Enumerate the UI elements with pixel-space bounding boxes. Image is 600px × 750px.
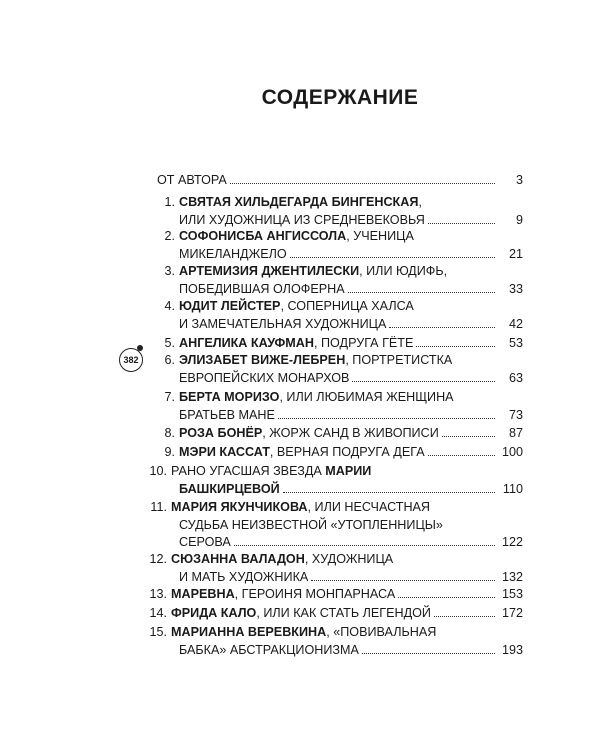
page-title: СОДЕРЖАНИЕ bbox=[261, 86, 419, 109]
toc-entry-artist-name: ФРИДА КАЛО bbox=[171, 606, 257, 620]
toc-entry-subtitle: И МАТЬ ХУДОЖНИКА bbox=[179, 569, 309, 584]
toc-entry-text bbox=[179, 263, 447, 279]
toc-entry-text bbox=[179, 569, 308, 585]
toc-entry-number: 2. bbox=[164, 229, 175, 243]
toc-page-number: 153 bbox=[501, 587, 523, 601]
toc-entry-text bbox=[179, 298, 414, 314]
toc-entry-subtitle: , СОПЕРНИЦА ХАЛСА bbox=[280, 299, 414, 313]
toc-entry-text bbox=[179, 444, 425, 460]
toc-entry-number: 5. bbox=[164, 336, 175, 350]
dot-leader bbox=[442, 435, 495, 437]
toc-entry-number: 11. bbox=[150, 500, 167, 514]
page-number-badge: 382 bbox=[119, 348, 143, 372]
toc-entry-artist-name: МАРИЯ ЯКУНЧИКОВА bbox=[171, 500, 308, 514]
toc-page-number: 21 bbox=[508, 246, 523, 261]
toc-entry-subtitle: , ИЛИ КАК СТАТЬ ЛЕГЕНДОЙ bbox=[256, 606, 431, 620]
dot-leader bbox=[230, 182, 495, 184]
toc-entry-number: 15. bbox=[149, 625, 167, 639]
toc-entry-text bbox=[179, 642, 359, 658]
toc-entry-subtitle: , УЧЕНИЦА bbox=[346, 229, 414, 243]
toc-page-number: 132 bbox=[501, 569, 523, 584]
dot-leader bbox=[398, 596, 495, 598]
toc-entry-number: 3. bbox=[164, 264, 175, 278]
toc-entry-subtitle: , ПОДРУГА ГЁТЕ bbox=[313, 336, 414, 350]
toc-entry-subtitle: , ИЛИ НЕСЧАСТНАЯ bbox=[307, 500, 431, 514]
toc-page-number: 42 bbox=[508, 316, 523, 331]
toc-entry-subtitle: ОТ АВТОРА bbox=[157, 173, 227, 187]
toc-entry-text bbox=[171, 551, 393, 567]
toc-entry-artist-name: МАРЕВНА bbox=[171, 587, 235, 601]
toc-entry-artist-name: МАРИИ bbox=[325, 464, 372, 478]
toc-entry-artist-name: СЮЗАННА ВАЛАДОН bbox=[171, 552, 305, 566]
toc-page-number: 193 bbox=[501, 642, 523, 657]
dot-leader bbox=[428, 222, 495, 224]
toc-entry-artist-name: РОЗА БОНЁР bbox=[179, 426, 263, 440]
toc-entry-subtitle: ПОБЕДИВШАЯ ОЛОФЕРНА bbox=[179, 281, 345, 296]
dot-leader bbox=[416, 345, 495, 347]
toc-entry-artist-name: СОФОНИСБА АНГИССОЛА bbox=[179, 229, 347, 243]
toc-entry-number: 1. bbox=[164, 195, 175, 209]
toc-page-number: 172 bbox=[501, 606, 523, 620]
toc-entry-number: 12. bbox=[149, 552, 167, 566]
toc-entry-text bbox=[171, 586, 395, 602]
toc-entry-text bbox=[179, 370, 349, 386]
dot-leader bbox=[283, 491, 495, 493]
toc-entry-number: 7. bbox=[164, 390, 175, 404]
toc-entry-text bbox=[179, 281, 345, 297]
toc-entry-subtitle: СЕРОВА bbox=[179, 535, 231, 549]
toc-entry-subtitle: РАНО УГАСШАЯ ЗВЕЗДА bbox=[171, 464, 326, 478]
dot-leader bbox=[389, 326, 495, 328]
toc-entry-artist-name: ЮДИТ ЛЕЙСТЕР bbox=[179, 299, 281, 313]
toc-page-number: 110 bbox=[502, 481, 523, 496]
toc-entry-artist-name: МЭРИ КАССАТ bbox=[179, 445, 270, 459]
toc-entry-subtitle: , ИЛИ ЛЮБИМАЯ ЖЕНЩИНА bbox=[279, 390, 454, 404]
toc-entry-subtitle: МИКЕЛАНДЖЕЛО bbox=[179, 246, 287, 261]
toc-entry-subtitle: И ЗАМЕЧАТЕЛЬНАЯ ХУДОЖНИЦА bbox=[179, 316, 387, 331]
toc-entry-text bbox=[179, 389, 454, 405]
toc-entry-text bbox=[179, 335, 413, 351]
toc-page-number: 53 bbox=[508, 336, 523, 350]
toc-page-number: 100 bbox=[501, 445, 523, 459]
toc-entry-artist-name: АРТЕМИЗИЯ ДЖЕНТИЛЕСКИ bbox=[179, 264, 360, 278]
toc-page-number: 73 bbox=[508, 407, 523, 422]
toc-entry-text bbox=[171, 605, 431, 621]
toc-page-number: 33 bbox=[508, 281, 523, 296]
toc-entry-artist-name: БАШКИРЦЕВОЙ bbox=[179, 481, 280, 496]
toc-entry-text bbox=[171, 624, 436, 640]
toc-entry-number: 14. bbox=[149, 606, 167, 620]
dot-leader bbox=[348, 291, 495, 293]
toc-entry-number: 9. bbox=[164, 445, 175, 459]
toc-entry-text bbox=[179, 194, 422, 210]
toc-entry-text bbox=[171, 499, 430, 515]
toc-entry-subtitle: , ЖОРЖ САНД В ЖИВОПИСИ bbox=[262, 426, 439, 440]
toc-entry-text bbox=[179, 481, 280, 497]
toc-entry-number: 6. bbox=[164, 353, 175, 367]
dot-leader bbox=[290, 256, 495, 258]
toc-entry-text bbox=[171, 463, 371, 479]
dot-leader bbox=[278, 417, 495, 419]
toc-entry-subtitle: , ГЕРОИНЯ МОНПАРНАСА bbox=[234, 587, 396, 601]
toc-page-number: 3 bbox=[515, 173, 523, 187]
toc-entry-text bbox=[179, 246, 287, 262]
toc-entry-artist-name: БЕРТА МОРИЗО bbox=[179, 390, 280, 404]
toc-entry-artist-name: АНГЕЛИКА КАУФМАН bbox=[179, 336, 314, 350]
toc-entry-text bbox=[179, 352, 452, 368]
toc-entry-text bbox=[179, 407, 275, 423]
toc-entry-subtitle: , ХУДОЖНИЦА bbox=[304, 552, 394, 566]
toc-entry-subtitle: , bbox=[418, 195, 422, 209]
badge-dot-icon bbox=[137, 345, 143, 351]
toc-entry-text bbox=[179, 212, 425, 228]
toc-entry-text bbox=[179, 534, 231, 550]
toc-entry-number: 13. bbox=[149, 587, 167, 601]
toc-entry-subtitle: БАБКА» АБСТРАКЦИОНИЗМА bbox=[179, 642, 359, 657]
dot-leader bbox=[434, 615, 495, 617]
toc-entry-subtitle: ЕВРОПЕЙСКИХ МОНАРХОВ bbox=[179, 370, 350, 385]
toc-page-number: 9 bbox=[515, 212, 523, 227]
toc-entry-number: 10. bbox=[149, 464, 167, 478]
dot-leader bbox=[311, 579, 495, 581]
toc-entry-subtitle: , «ПОВИВАЛЬНАЯ bbox=[326, 625, 437, 639]
toc-entry-number: 4. bbox=[164, 299, 175, 313]
toc-entry-artist-name: МАРИАННА ВЕРЕВКИНА bbox=[171, 625, 327, 639]
dot-leader bbox=[428, 454, 495, 456]
toc-entry-subtitle: , ВЕРНАЯ ПОДРУГА ДЕГА bbox=[269, 445, 425, 459]
toc-page-number: 122 bbox=[501, 535, 523, 549]
toc-entry-subtitle: БРАТЬЕВ МАНЕ bbox=[179, 407, 275, 422]
toc-entry-subtitle: СУДЬБА НЕИЗВЕСТНОЙ «УТОПЛЕННИЦЫ» bbox=[179, 517, 443, 532]
dot-leader bbox=[234, 544, 495, 546]
dot-leader bbox=[352, 380, 495, 382]
toc-entry-subtitle: , ПОРТРЕТИСТКА bbox=[345, 353, 453, 367]
dot-leader bbox=[362, 652, 495, 654]
toc-entry-text bbox=[179, 517, 443, 533]
toc-page-number: 63 bbox=[508, 370, 523, 385]
toc-entry-text bbox=[157, 172, 227, 188]
toc-entry-text bbox=[179, 425, 439, 441]
toc-page-number: 87 bbox=[508, 426, 523, 440]
toc-entry-subtitle: , ИЛИ ЮДИФЬ, bbox=[359, 264, 448, 278]
toc-entry-text bbox=[179, 228, 414, 244]
toc-entry-artist-name: ЭЛИЗАБЕТ ВИЖЕ-ЛЕБРЕН bbox=[179, 353, 346, 367]
toc-entry-artist-name: СВЯТАЯ ХИЛЬДЕГАРДА БИНГЕНСКАЯ bbox=[179, 195, 419, 209]
toc-entry-text bbox=[179, 316, 386, 332]
toc-entry-number: 8. bbox=[164, 426, 175, 440]
toc-entry-subtitle: ИЛИ ХУДОЖНИЦА ИЗ СРЕДНЕВЕКОВЬЯ bbox=[179, 212, 425, 227]
